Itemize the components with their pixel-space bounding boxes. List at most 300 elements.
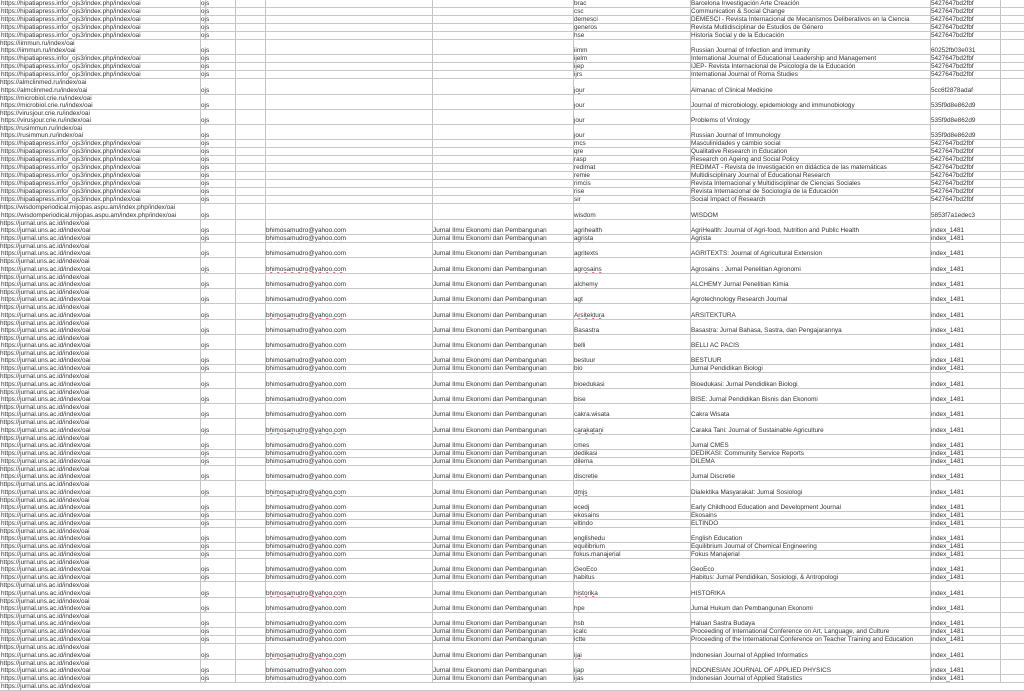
cell-journal-name[interactable] <box>690 235 930 242</box>
cell-set-spec[interactable] <box>573 235 690 242</box>
cell-journal-name[interactable] <box>690 458 930 465</box>
cell-set-spec[interactable] <box>573 79 690 93</box>
cell-empty[interactable] <box>235 204 265 218</box>
cell-email[interactable] <box>265 320 432 334</box>
cell-email[interactable] <box>265 497 432 511</box>
cell-email[interactable] <box>265 188 432 195</box>
cell-identifier[interactable] <box>930 95 1000 109</box>
cell-email[interactable] <box>265 196 432 203</box>
cell-journal-name[interactable] <box>690 551 930 558</box>
cell-set-spec[interactable] <box>573 551 690 558</box>
cell-journal-name[interactable] <box>690 188 930 195</box>
cell-identifier[interactable] <box>930 140 1000 147</box>
cell-email[interactable] <box>265 520 432 527</box>
cell-email[interactable] <box>265 582 432 596</box>
cell-empty-last[interactable] <box>1000 71 1024 78</box>
cell-identifier[interactable] <box>930 55 1000 62</box>
cell-base-url[interactable] <box>0 320 200 334</box>
cell-journal-name[interactable] <box>690 543 930 550</box>
cell-email[interactable] <box>265 16 432 23</box>
cell-journal-name[interactable] <box>690 598 930 612</box>
cell-set-spec[interactable] <box>573 172 690 179</box>
cell-base-url[interactable] <box>0 32 200 39</box>
cell-empty-last[interactable] <box>1000 32 1024 39</box>
cell-set-spec[interactable] <box>573 613 690 627</box>
cell-empty[interactable] <box>235 71 265 78</box>
cell-email[interactable] <box>265 559 432 573</box>
cell-email[interactable] <box>265 289 432 303</box>
cell-empty-last[interactable] <box>1000 188 1024 195</box>
cell-type[interactable] <box>200 350 235 364</box>
cell-type[interactable] <box>200 32 235 39</box>
cell-journal-name[interactable] <box>690 180 930 187</box>
cell-empty[interactable] <box>235 350 265 364</box>
cell-empty[interactable] <box>235 450 265 457</box>
cell-journal-name[interactable] <box>690 466 930 480</box>
cell-journal-name[interactable] <box>690 636 930 643</box>
cell-type[interactable] <box>200 16 235 23</box>
cell-identifier[interactable] <box>930 188 1000 195</box>
cell-set-spec[interactable] <box>573 389 690 403</box>
cell-base-url[interactable] <box>0 559 200 573</box>
cell-set-spec[interactable] <box>573 274 690 288</box>
cell-set-spec[interactable] <box>573 24 690 31</box>
cell-empty[interactable] <box>235 220 265 234</box>
cell-email[interactable] <box>265 125 432 139</box>
cell-empty[interactable] <box>235 389 265 403</box>
cell-journal-name[interactable] <box>690 350 930 364</box>
cell-publisher[interactable] <box>432 497 573 511</box>
cell-type[interactable] <box>200 289 235 303</box>
cell-empty-last[interactable] <box>1000 180 1024 187</box>
cell-publisher[interactable] <box>432 389 573 403</box>
cell-publisher[interactable] <box>432 636 573 643</box>
cell-type[interactable] <box>200 110 235 124</box>
cell-journal-name[interactable] <box>690 304 930 318</box>
cell-type[interactable] <box>200 24 235 31</box>
cell-set-spec[interactable] <box>573 373 690 387</box>
cell-base-url[interactable] <box>0 274 200 288</box>
cell-identifier[interactable] <box>930 304 1000 318</box>
cell-empty-last[interactable] <box>1000 304 1024 318</box>
cell-journal-name[interactable] <box>690 71 930 78</box>
cell-publisher[interactable] <box>432 551 573 558</box>
cell-journal-name[interactable] <box>690 243 930 257</box>
cell-base-url[interactable] <box>0 95 200 109</box>
cell-type[interactable] <box>200 551 235 558</box>
cell-publisher[interactable] <box>432 320 573 334</box>
cell-empty[interactable] <box>235 196 265 203</box>
cell-email[interactable] <box>265 258 432 272</box>
cell-empty-last[interactable] <box>1000 675 1024 682</box>
cell-empty-last[interactable] <box>1000 628 1024 635</box>
cell-journal-name[interactable] <box>690 628 930 635</box>
cell-type[interactable] <box>200 172 235 179</box>
cell-empty[interactable] <box>235 458 265 465</box>
cell-type[interactable] <box>200 125 235 139</box>
cell-empty-last[interactable] <box>1000 636 1024 643</box>
cell-empty[interactable] <box>235 404 265 418</box>
cell-email[interactable] <box>265 32 432 39</box>
cell-publisher[interactable] <box>432 32 573 39</box>
cell-identifier[interactable] <box>930 220 1000 234</box>
cell-type[interactable] <box>200 528 235 542</box>
cell-email[interactable] <box>265 243 432 257</box>
cell-empty-last[interactable] <box>1000 660 1024 674</box>
cell-set-spec[interactable] <box>573 180 690 187</box>
cell-email[interactable] <box>265 304 432 318</box>
cell-empty[interactable] <box>235 8 265 15</box>
cell-type[interactable] <box>200 320 235 334</box>
cell-empty[interactable] <box>235 24 265 31</box>
cell-empty-last[interactable] <box>1000 520 1024 527</box>
cell-set-spec[interactable] <box>573 140 690 147</box>
cell-type[interactable] <box>200 180 235 187</box>
cell-email[interactable] <box>265 389 432 403</box>
cell-empty[interactable] <box>235 274 265 288</box>
cell-empty-last[interactable] <box>1000 419 1024 433</box>
cell-empty-last[interactable] <box>1000 551 1024 558</box>
cell-empty-last[interactable] <box>1000 598 1024 612</box>
cell-base-url[interactable] <box>0 125 200 139</box>
cell-publisher[interactable] <box>432 0 573 7</box>
cell-email[interactable] <box>265 63 432 70</box>
cell-identifier[interactable] <box>930 125 1000 139</box>
cell-empty[interactable] <box>235 335 265 349</box>
cell-empty-last[interactable] <box>1000 435 1024 449</box>
cell-identifier[interactable] <box>930 320 1000 334</box>
cell-identifier[interactable] <box>930 0 1000 7</box>
cell-empty-last[interactable] <box>1000 172 1024 179</box>
cell-empty[interactable] <box>235 40 265 54</box>
cell-identifier[interactable] <box>930 32 1000 39</box>
cell-type[interactable] <box>200 481 235 495</box>
cell-empty[interactable] <box>235 258 265 272</box>
cell-empty-last[interactable] <box>1000 55 1024 62</box>
cell-type[interactable] <box>200 450 235 457</box>
cell-identifier[interactable] <box>930 520 1000 527</box>
cell-email[interactable] <box>265 164 432 171</box>
cell-publisher[interactable] <box>432 140 573 147</box>
column-divider[interactable] <box>432 0 433 683</box>
cell-empty[interactable] <box>235 466 265 480</box>
cell-type[interactable] <box>200 644 235 658</box>
cell-empty[interactable] <box>235 63 265 70</box>
cell-type[interactable] <box>200 559 235 573</box>
column-divider[interactable] <box>573 0 574 683</box>
cell-empty[interactable] <box>235 110 265 124</box>
cell-set-spec[interactable] <box>573 304 690 318</box>
cell-type[interactable] <box>200 598 235 612</box>
cell-empty[interactable] <box>235 675 265 682</box>
cell-publisher[interactable] <box>432 683 573 690</box>
cell-publisher[interactable] <box>432 481 573 495</box>
cell-journal-name[interactable] <box>690 148 930 155</box>
cell-journal-name[interactable] <box>690 40 930 54</box>
cell-publisher[interactable] <box>432 164 573 171</box>
cell-empty-last[interactable] <box>1000 335 1024 349</box>
cell-publisher[interactable] <box>432 582 573 596</box>
cell-empty-last[interactable] <box>1000 125 1024 139</box>
cell-base-url[interactable] <box>0 373 200 387</box>
cell-publisher[interactable] <box>432 243 573 257</box>
cell-type[interactable] <box>200 543 235 550</box>
cell-email[interactable] <box>265 172 432 179</box>
cell-base-url[interactable] <box>0 582 200 596</box>
cell-base-url[interactable] <box>0 40 200 54</box>
cell-email[interactable] <box>265 235 432 242</box>
cell-set-spec[interactable] <box>573 574 690 581</box>
cell-journal-name[interactable] <box>690 204 930 218</box>
cell-empty[interactable] <box>235 497 265 511</box>
cell-journal-name[interactable] <box>690 63 930 70</box>
cell-journal-name[interactable] <box>690 574 930 581</box>
cell-journal-name[interactable] <box>690 675 930 682</box>
cell-email[interactable] <box>265 528 432 542</box>
cell-empty[interactable] <box>235 419 265 433</box>
cell-email[interactable] <box>265 350 432 364</box>
cell-set-spec[interactable] <box>573 71 690 78</box>
cell-set-spec[interactable] <box>573 188 690 195</box>
cell-journal-name[interactable] <box>690 220 930 234</box>
cell-publisher[interactable] <box>432 95 573 109</box>
cell-identifier[interactable] <box>930 335 1000 349</box>
cell-set-spec[interactable] <box>573 289 690 303</box>
cell-empty-last[interactable] <box>1000 350 1024 364</box>
cell-publisher[interactable] <box>432 559 573 573</box>
cell-base-url[interactable] <box>0 551 200 558</box>
cell-publisher[interactable] <box>432 40 573 54</box>
cell-set-spec[interactable] <box>573 528 690 542</box>
cell-type[interactable] <box>200 55 235 62</box>
cell-identifier[interactable] <box>930 71 1000 78</box>
column-divider[interactable] <box>200 0 201 683</box>
cell-base-url[interactable] <box>0 435 200 449</box>
cell-empty-last[interactable] <box>1000 110 1024 124</box>
cell-base-url[interactable] <box>0 148 200 155</box>
cell-publisher[interactable] <box>432 258 573 272</box>
cell-identifier[interactable] <box>930 373 1000 387</box>
cell-type[interactable] <box>200 512 235 519</box>
cell-type[interactable] <box>200 274 235 288</box>
cell-identifier[interactable] <box>930 435 1000 449</box>
cell-empty[interactable] <box>235 481 265 495</box>
cell-journal-name[interactable] <box>690 140 930 147</box>
cell-empty[interactable] <box>235 32 265 39</box>
cell-journal-name[interactable] <box>690 683 930 690</box>
cell-empty[interactable] <box>235 180 265 187</box>
cell-email[interactable] <box>265 79 432 93</box>
cell-type[interactable] <box>200 365 235 372</box>
cell-email[interactable] <box>265 551 432 558</box>
cell-base-url[interactable] <box>0 598 200 612</box>
cell-journal-name[interactable] <box>690 164 930 171</box>
cell-identifier[interactable] <box>930 8 1000 15</box>
cell-base-url[interactable] <box>0 204 200 218</box>
cell-empty-last[interactable] <box>1000 481 1024 495</box>
cell-email[interactable] <box>265 450 432 457</box>
cell-email[interactable] <box>265 675 432 682</box>
cell-journal-name[interactable] <box>690 258 930 272</box>
cell-empty[interactable] <box>235 435 265 449</box>
cell-email[interactable] <box>265 71 432 78</box>
cell-email[interactable] <box>265 419 432 433</box>
cell-type[interactable] <box>200 304 235 318</box>
cell-empty[interactable] <box>235 543 265 550</box>
cell-set-spec[interactable] <box>573 204 690 218</box>
cell-set-spec[interactable] <box>573 559 690 573</box>
cell-set-spec[interactable] <box>573 335 690 349</box>
cell-base-url[interactable] <box>0 172 200 179</box>
cell-base-url[interactable] <box>0 458 200 465</box>
cell-base-url[interactable] <box>0 543 200 550</box>
cell-empty-last[interactable] <box>1000 148 1024 155</box>
cell-empty-last[interactable] <box>1000 40 1024 54</box>
cell-empty[interactable] <box>235 16 265 23</box>
cell-empty-last[interactable] <box>1000 320 1024 334</box>
cell-email[interactable] <box>265 55 432 62</box>
cell-base-url[interactable] <box>0 235 200 242</box>
cell-empty[interactable] <box>235 243 265 257</box>
cell-empty-last[interactable] <box>1000 63 1024 70</box>
cell-identifier[interactable] <box>930 164 1000 171</box>
cell-publisher[interactable] <box>432 180 573 187</box>
cell-publisher[interactable] <box>432 63 573 70</box>
column-divider[interactable] <box>1000 0 1001 683</box>
cell-empty[interactable] <box>235 304 265 318</box>
cell-set-spec[interactable] <box>573 675 690 682</box>
cell-type[interactable] <box>200 40 235 54</box>
cell-empty[interactable] <box>235 125 265 139</box>
cell-empty-last[interactable] <box>1000 574 1024 581</box>
cell-empty[interactable] <box>235 559 265 573</box>
cell-email[interactable] <box>265 466 432 480</box>
cell-identifier[interactable] <box>930 675 1000 682</box>
cell-set-spec[interactable] <box>573 365 690 372</box>
cell-email[interactable] <box>265 335 432 349</box>
cell-base-url[interactable] <box>0 63 200 70</box>
cell-identifier[interactable] <box>930 582 1000 596</box>
cell-publisher[interactable] <box>432 235 573 242</box>
cell-base-url[interactable] <box>0 196 200 203</box>
cell-journal-name[interactable] <box>690 450 930 457</box>
cell-journal-name[interactable] <box>690 289 930 303</box>
cell-identifier[interactable] <box>930 204 1000 218</box>
cell-base-url[interactable] <box>0 512 200 519</box>
cell-empty[interactable] <box>235 528 265 542</box>
cell-publisher[interactable] <box>432 188 573 195</box>
cell-set-spec[interactable] <box>573 497 690 511</box>
cell-empty[interactable] <box>235 164 265 171</box>
cell-empty-last[interactable] <box>1000 156 1024 163</box>
cell-empty-last[interactable] <box>1000 24 1024 31</box>
cell-empty-last[interactable] <box>1000 95 1024 109</box>
cell-empty-last[interactable] <box>1000 458 1024 465</box>
cell-identifier[interactable] <box>930 551 1000 558</box>
cell-type[interactable] <box>200 204 235 218</box>
cell-email[interactable] <box>265 40 432 54</box>
cell-publisher[interactable] <box>432 419 573 433</box>
cell-set-spec[interactable] <box>573 220 690 234</box>
cell-publisher[interactable] <box>432 466 573 480</box>
cell-publisher[interactable] <box>432 350 573 364</box>
cell-type[interactable] <box>200 660 235 674</box>
cell-journal-name[interactable] <box>690 497 930 511</box>
cell-publisher[interactable] <box>432 675 573 682</box>
cell-publisher[interactable] <box>432 8 573 15</box>
cell-publisher[interactable] <box>432 512 573 519</box>
cell-empty-last[interactable] <box>1000 204 1024 218</box>
cell-email[interactable] <box>265 156 432 163</box>
cell-base-url[interactable] <box>0 613 200 627</box>
cell-set-spec[interactable] <box>573 156 690 163</box>
cell-empty-last[interactable] <box>1000 140 1024 147</box>
column-divider[interactable] <box>265 0 266 683</box>
cell-email[interactable] <box>265 140 432 147</box>
cell-empty-last[interactable] <box>1000 274 1024 288</box>
cell-set-spec[interactable] <box>573 0 690 7</box>
cell-publisher[interactable] <box>432 148 573 155</box>
cell-journal-name[interactable] <box>690 125 930 139</box>
cell-base-url[interactable] <box>0 8 200 15</box>
cell-set-spec[interactable] <box>573 350 690 364</box>
cell-identifier[interactable] <box>930 365 1000 372</box>
cell-set-spec[interactable] <box>573 320 690 334</box>
cell-empty[interactable] <box>235 172 265 179</box>
cell-identifier[interactable] <box>930 180 1000 187</box>
cell-identifier[interactable] <box>930 63 1000 70</box>
cell-type[interactable] <box>200 188 235 195</box>
cell-publisher[interactable] <box>432 574 573 581</box>
cell-journal-name[interactable] <box>690 365 930 372</box>
cell-set-spec[interactable] <box>573 660 690 674</box>
cell-email[interactable] <box>265 373 432 387</box>
cell-journal-name[interactable] <box>690 8 930 15</box>
cell-publisher[interactable] <box>432 110 573 124</box>
cell-identifier[interactable] <box>930 683 1000 690</box>
cell-type[interactable] <box>200 574 235 581</box>
cell-type[interactable] <box>200 148 235 155</box>
cell-publisher[interactable] <box>432 543 573 550</box>
cell-type[interactable] <box>200 196 235 203</box>
cell-publisher[interactable] <box>432 196 573 203</box>
cell-identifier[interactable] <box>930 528 1000 542</box>
cell-email[interactable] <box>265 660 432 674</box>
cell-empty[interactable] <box>235 79 265 93</box>
cell-type[interactable] <box>200 628 235 635</box>
cell-identifier[interactable] <box>930 243 1000 257</box>
cell-empty[interactable] <box>235 365 265 372</box>
cell-identifier[interactable] <box>930 235 1000 242</box>
cell-email[interactable] <box>265 220 432 234</box>
cell-type[interactable] <box>200 373 235 387</box>
cell-type[interactable] <box>200 582 235 596</box>
cell-identifier[interactable] <box>930 458 1000 465</box>
cell-empty-last[interactable] <box>1000 79 1024 93</box>
cell-set-spec[interactable] <box>573 582 690 596</box>
cell-set-spec[interactable] <box>573 636 690 643</box>
cell-identifier[interactable] <box>930 450 1000 457</box>
cell-set-spec[interactable] <box>573 125 690 139</box>
cell-email[interactable] <box>265 274 432 288</box>
cell-base-url[interactable] <box>0 466 200 480</box>
cell-identifier[interactable] <box>930 404 1000 418</box>
cell-base-url[interactable] <box>0 289 200 303</box>
cell-identifier[interactable] <box>930 274 1000 288</box>
cell-base-url[interactable] <box>0 335 200 349</box>
cell-set-spec[interactable] <box>573 40 690 54</box>
cell-journal-name[interactable] <box>690 644 930 658</box>
